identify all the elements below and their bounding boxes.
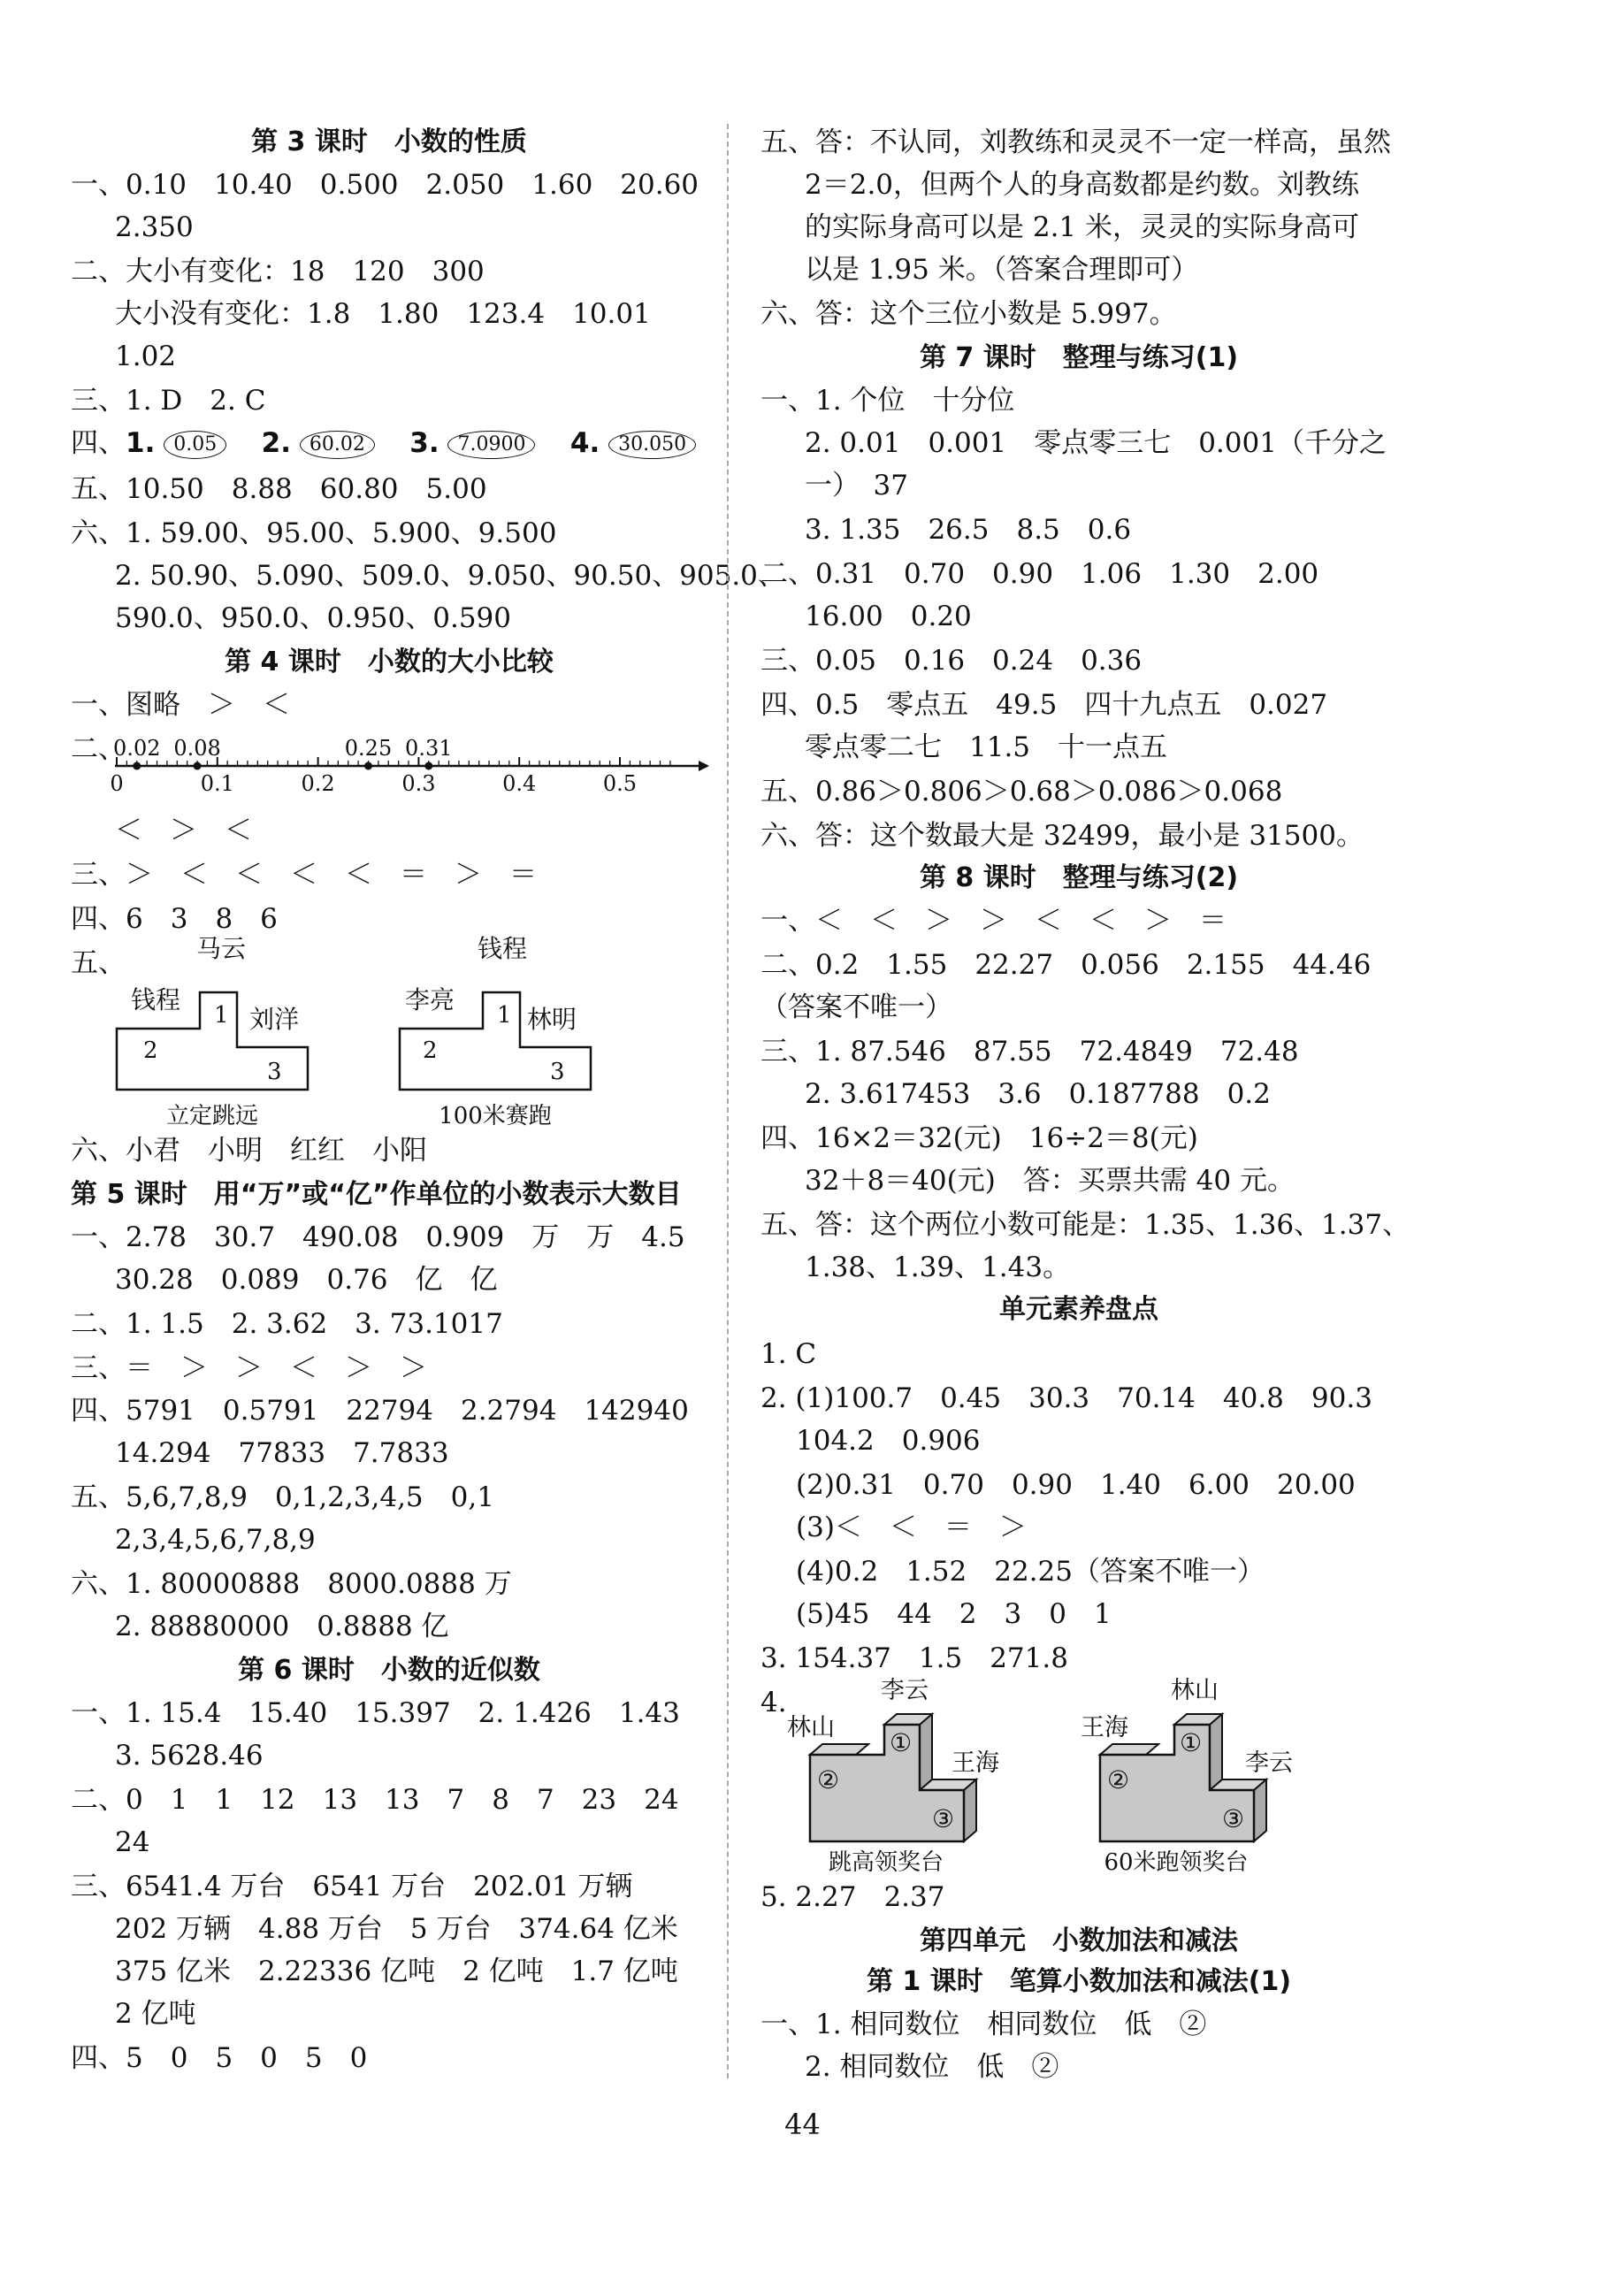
lesson5-q4: 四、5791 0.5791 22794 2.2794 142940 bbox=[71, 1395, 689, 1427]
number-line-label: 0.1 bbox=[200, 771, 234, 796]
number-line-label: 0.3 bbox=[401, 771, 436, 796]
podium-first-name: 马云 bbox=[195, 934, 247, 963]
number-line-point-label: 0.08 bbox=[173, 736, 221, 761]
lesson3-q6-cont: 2. 50.90、5.090、509.0、9.050、90.50、905.0、 bbox=[115, 560, 785, 592]
number-line-point-label: 0.31 bbox=[405, 736, 453, 761]
lesson5-title: 第 5 课时 用“万”或“亿”作单位的小数表示大数目 bbox=[71, 1179, 682, 1210]
lesson8-q4: 四、16×2＝32(元) 16÷2＝8(元) bbox=[760, 1122, 1198, 1154]
page-number: 44 bbox=[784, 2108, 821, 2141]
unit4-q1: 一、1. 相同数位 相同数位 低 ② bbox=[760, 2009, 1207, 2040]
lesson5-q4-cont: 14.294 77833 7.7833 bbox=[115, 1437, 449, 1469]
number-line-point bbox=[424, 762, 432, 770]
rank-1: 1 bbox=[497, 1002, 512, 1029]
podium-caption: 100米赛跑 bbox=[439, 1103, 552, 1129]
lesson6-q5-cont2: 的实际身高可以是 2.1 米，灵灵的实际身高可 bbox=[805, 211, 1360, 243]
circled-answer: 60.02 bbox=[300, 431, 375, 459]
podium-60m bbox=[1077, 1673, 1378, 1877]
lesson6-q5-cont: 2＝2.0，但两个人的身高数都是约数。刘教练 bbox=[805, 169, 1360, 201]
podium-100m bbox=[398, 934, 663, 1129]
number-line-point-label: 0.02 bbox=[113, 736, 161, 761]
lesson8-q3: 三、1. 87.546 87.55 72.4849 72.48 bbox=[760, 1036, 1299, 1068]
lesson3-q5: 五、10.50 8.88 60.80 5.00 bbox=[71, 473, 487, 505]
review-q2-cont: 104.2 0.906 bbox=[796, 1425, 981, 1457]
lesson4-q2-cont: ＜ ＞ ＜ bbox=[115, 815, 252, 846]
podium-second-name: 林山 bbox=[787, 1714, 835, 1741]
review-q2-part2: (2)0.31 0.70 0.90 1.40 6.00 20.00 bbox=[796, 1469, 1356, 1501]
lesson7-q4: 四、0.5 零点五 49.5 四十九点五 0.027 bbox=[760, 689, 1328, 721]
lesson3-q1-cont: 2.350 bbox=[115, 211, 194, 243]
lesson5-q1: 一、2.78 30.7 490.08 0.909 万 万 4.5 bbox=[71, 1221, 685, 1253]
podium-third-name: 林明 bbox=[527, 1005, 577, 1034]
rank-3: ③ bbox=[932, 1804, 955, 1833]
number-line-point-label: 0.25 bbox=[344, 736, 393, 761]
review-title: 单元素养盘点 bbox=[999, 1294, 1158, 1325]
lesson7-q2-cont: 16.00 0.20 bbox=[805, 601, 972, 632]
lesson7-q1-cont: 2. 0.01 0.001 零点零三七 0.001（千分之 bbox=[805, 427, 1387, 459]
number-line-point bbox=[194, 762, 202, 770]
circled-answer: 0.05 bbox=[164, 431, 226, 459]
podium-high-jump bbox=[787, 1673, 1079, 1877]
unit4-lesson1-title: 第 1 课时 笔算小数加法和减法(1) bbox=[866, 1966, 1292, 1997]
podium-second-name: 王海 bbox=[1081, 1714, 1128, 1741]
lesson8-q5: 五、答：这个两位小数可能是：1.35、1.36、1.37、 bbox=[760, 1209, 1410, 1241]
lesson8-q1: 一、＜ ＜ ＞ ＞ ＜ ＜ ＞ ＝ bbox=[760, 905, 1227, 937]
lesson3-q4: 四、1. 0.05 2. 60.02 3. 7.0900 4. 30.050 bbox=[71, 426, 696, 460]
lesson4-q4: 四、6 3 8 6 bbox=[71, 903, 278, 935]
review-q2: 2. (1)100.7 0.45 30.3 70.14 40.8 90.3 bbox=[760, 1382, 1372, 1414]
lesson6-q2-cont: 24 bbox=[115, 1826, 150, 1858]
lesson7-title: 第 7 课时 整理与练习(1) bbox=[919, 342, 1239, 373]
lesson3-q2: 二、大小有变化：18 120 300 bbox=[71, 256, 485, 287]
lesson7-q1-cont2: 一） 37 bbox=[805, 470, 908, 501]
lesson4-q1: 一、图略 ＞ ＜ bbox=[71, 689, 290, 721]
lesson4-title: 第 4 课时 小数的大小比较 bbox=[225, 647, 554, 677]
column-divider bbox=[727, 124, 729, 2078]
unit4-q1-cont: 2. 相同数位 低 ② bbox=[805, 2051, 1059, 2083]
lesson3-q6: 六、1. 59.00、95.00、5.900、9.500 bbox=[71, 517, 557, 549]
podium-first-name: 钱程 bbox=[477, 934, 528, 963]
number-line-label: 0.5 bbox=[602, 771, 638, 796]
rank-2: ② bbox=[817, 1765, 840, 1795]
lesson6-q1-cont: 3. 5628.46 bbox=[115, 1740, 264, 1772]
lesson3-q6-cont2: 590.0、950.0、0.950、0.590 bbox=[115, 602, 511, 634]
number-line-label: 0 bbox=[110, 771, 124, 796]
lesson4-q5: 五、 bbox=[71, 947, 126, 979]
circled-answer: 30.050 bbox=[608, 431, 696, 459]
podium-third-name: 李云 bbox=[1245, 1749, 1293, 1777]
lesson4-q6: 六、小君 小明 红红 小阳 bbox=[71, 1135, 427, 1167]
podium-caption: 60米跑领奖台 bbox=[1104, 1849, 1249, 1876]
number-line-point bbox=[133, 762, 141, 770]
lesson5-q5: 五、5,6,7,8,9 0,1,2,3,4,5 0,1 bbox=[71, 1481, 494, 1513]
lesson6-q2: 二、0 1 1 12 13 13 7 8 7 23 24 bbox=[71, 1784, 679, 1816]
podium-caption: 立定跳远 bbox=[165, 1103, 259, 1129]
number-line-label: 0.4 bbox=[502, 771, 537, 796]
review-q2-part3: (3)＜ ＜ ＝ ＞ bbox=[796, 1512, 1027, 1543]
circled-answer: 7.0900 bbox=[447, 431, 535, 459]
podium-first-name: 李云 bbox=[881, 1677, 929, 1704]
rank-1: 1 bbox=[214, 1002, 229, 1029]
review-q5: 5. 2.27 2.37 bbox=[760, 1881, 945, 1913]
lesson3-title: 第 3 课时 小数的性质 bbox=[251, 126, 527, 157]
rank-3: 3 bbox=[267, 1059, 282, 1085]
lesson5-q1-cont: 30.28 0.089 0.76 亿 亿 bbox=[115, 1264, 498, 1296]
lesson6-q3-cont3: 2 亿吨 bbox=[115, 1998, 196, 2030]
number-line-label: 0.2 bbox=[301, 771, 335, 796]
lesson7-q1-cont3: 3. 1.35 26.5 8.5 0.6 bbox=[805, 514, 1132, 546]
lesson8-q2: 二、0.2 1.55 22.27 0.056 2.155 44.46 bbox=[760, 949, 1372, 981]
podium-third-name: 王海 bbox=[952, 1749, 999, 1777]
lesson3-q2-cont2: 1.02 bbox=[115, 341, 177, 372]
lesson8-q5-cont: 1.38、1.39、1.43。 bbox=[805, 1251, 1071, 1283]
review-q3: 3. 154.37 1.5 271.8 bbox=[760, 1642, 1068, 1674]
lesson3-q3: 三、1. D 2. C bbox=[71, 385, 266, 417]
lesson6-title: 第 6 课时 小数的近似数 bbox=[238, 1655, 540, 1686]
rank-1: ① bbox=[890, 1728, 913, 1757]
lesson3-q1: 一、0.10 10.40 0.500 2.050 1.60 20.60 bbox=[71, 169, 699, 201]
podium-second-name: 钱程 bbox=[131, 985, 181, 1014]
number-line-point bbox=[364, 762, 372, 770]
lesson7-q1: 一、1. 个位 十分位 bbox=[760, 385, 1015, 417]
lesson6-q3-cont2: 375 亿米 2.22336 亿吨 2 亿吨 1.7 亿吨 bbox=[115, 1955, 678, 1987]
lesson6-q1: 一、1. 15.4 15.40 15.397 2. 1.426 1.43 bbox=[71, 1697, 680, 1729]
lesson8-title: 第 8 课时 整理与练习(2) bbox=[919, 862, 1239, 893]
podium-second-name: 李亮 bbox=[405, 985, 455, 1014]
lesson4-q2: 二、 bbox=[71, 733, 126, 765]
review-q4: 4. bbox=[760, 1687, 787, 1718]
rank-2: 2 bbox=[143, 1037, 158, 1064]
lesson8-q2-cont: （答案不唯一） bbox=[760, 991, 952, 1023]
lesson6-q5-cont3: 以是 1.95 米。（答案合理即可） bbox=[805, 254, 1199, 286]
lesson5-q6-cont: 2. 88880000 0.8888 亿 bbox=[115, 1611, 449, 1642]
unit4-title: 第四单元 小数加法和减法 bbox=[920, 1925, 1238, 1956]
lesson7-q2: 二、0.31 0.70 0.90 1.06 1.30 2.00 bbox=[760, 558, 1319, 590]
lesson7-q5: 五、0.86＞0.806＞0.68＞0.086＞0.068 bbox=[760, 776, 1283, 807]
lesson6-q5: 五、答：不认同，刘教练和灵灵不一定一样高，虽然 bbox=[760, 126, 1391, 158]
rank-2: 2 bbox=[423, 1037, 438, 1064]
rank-3: 3 bbox=[550, 1059, 565, 1085]
podium-caption: 跳高领奖台 bbox=[828, 1849, 944, 1876]
rank-2: ② bbox=[1107, 1765, 1130, 1795]
lesson6-q4: 四、5 0 5 0 5 0 bbox=[71, 2042, 368, 2074]
podium-third-name: 刘洋 bbox=[249, 1005, 300, 1034]
lesson3-q2-cont: 大小没有变化：1.8 1.80 123.4 10.01 bbox=[115, 298, 651, 330]
lesson6-q3: 三、6541.4 万台 6541 万台 202.01 万辆 bbox=[71, 1871, 633, 1902]
review-q2-part4: (4)0.2 1.52 22.25（答案不唯一） bbox=[796, 1556, 1265, 1588]
lesson5-q2: 二、1. 1.5 2. 3.62 3. 73.1017 bbox=[71, 1308, 503, 1340]
rank-3: ③ bbox=[1222, 1804, 1245, 1833]
lesson5-q3: 三、＝ ＞ ＞ ＜ ＞ ＞ bbox=[71, 1352, 427, 1384]
lesson8-q4-cont: 32＋8＝40(元) 答：买票共需 40 元。 bbox=[805, 1165, 1295, 1197]
review-q2-part5: (5)45 44 2 3 0 1 bbox=[796, 1598, 1112, 1630]
lesson6-q3-cont: 202 万辆 4.88 万台 5 万台 374.64 亿米 bbox=[115, 1913, 678, 1945]
number-line-arrow bbox=[699, 761, 709, 771]
podium-first-name: 林山 bbox=[1171, 1677, 1219, 1704]
lesson8-q3-cont: 2. 3.617453 3.6 0.187788 0.2 bbox=[805, 1078, 1271, 1110]
lesson7-q4-cont: 零点零二七 11.5 十一点五 bbox=[805, 731, 1168, 763]
review-q1: 1. C bbox=[760, 1338, 817, 1370]
lesson7-q3: 三、0.05 0.16 0.24 0.36 bbox=[760, 645, 1143, 677]
number-line bbox=[110, 734, 716, 805]
lesson5-q6: 六、1. 80000888 8000.0888 万 bbox=[71, 1568, 512, 1600]
lesson6-q6: 六、答：这个三位小数是 5.997。 bbox=[760, 298, 1177, 330]
podium-standing-jump bbox=[115, 934, 380, 1129]
rank-1: ① bbox=[1180, 1728, 1203, 1757]
lesson7-q6: 六、答：这个数最大是 32499，最小是 31500。 bbox=[760, 820, 1364, 852]
lesson5-q5-cont: 2,3,4,5,6,7,8,9 bbox=[115, 1524, 316, 1556]
lesson4-q3: 三、＞ ＜ ＜ ＜ ＜ ＝ ＞ ＝ bbox=[71, 859, 537, 891]
